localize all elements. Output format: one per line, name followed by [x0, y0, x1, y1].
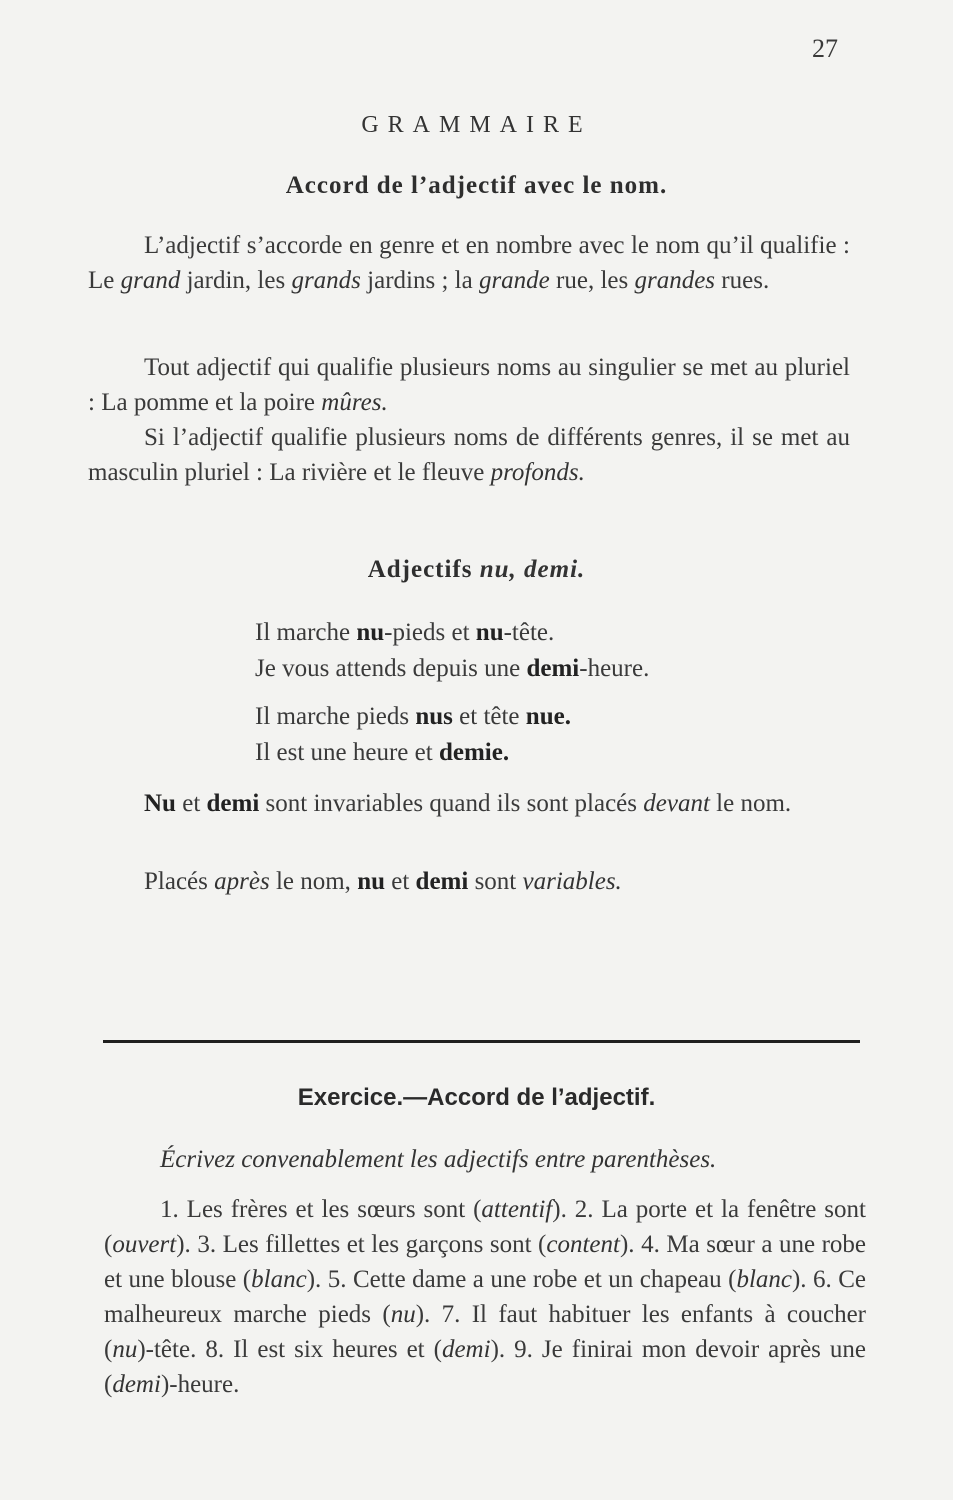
rule-paragraph-1: L’adjectif s’accorde en genre et en nombre avec le nom qu’il qualifie : Le grand jardin, les grands jardins ; la grande rue, les grandes rues.: [88, 232, 850, 294]
invariable-rule: Nu et demi sont invariables quand ils sont placés devant le nom.: [144, 790, 792, 817]
exercise-instruction: Écrivez convenablement les adjectifs entre parenthèses.: [160, 1146, 717, 1173]
exercise-title: Exercice.—Accord de l’adjectif.: [297, 1084, 656, 1111]
section-title: GRAMMAIRE: [361, 112, 592, 138]
rule-paragraph-3: Si l’adjectif qualifie plusieurs noms de différents genres, il se met au masculin pluriel : La rivière et le fleuve profonds.: [88, 424, 850, 486]
example-line: Je vous attends depuis une demi-heure.: [255, 655, 650, 682]
horizontal-divider: [103, 1040, 860, 1043]
adjectives-title: Adjectifs nu, demi.: [367, 556, 586, 583]
example-line: Il marche pieds nus et tête nue.: [255, 703, 571, 730]
example-line: Il marche nu-pieds et nu-tête.: [255, 619, 555, 646]
example-line: Il est une heure et demie.: [255, 739, 510, 766]
page-number: 27: [812, 34, 838, 63]
exercise-body: 1. Les frères et les sœurs sont (attentif). 2. La porte et la fenêtre sont (ouvert). 3. Les fillettes et les garçons sont (content). 4. Ma sœur a une robe et une blouse (blanc). 5. Cette dame a une robe et un chapeau (blanc). 6. Ce malheureux marche pieds (nu). 7. Il faut habituer les enfants à coucher (nu)-tête. 8. Il est six heures et (demi). 9. Je finirai mon devoir après une (demi)-heure.: [104, 1196, 867, 1398]
rule-paragraph-2: Tout adjectif qui qualifie plusieurs noms au singulier se met au pluriel : La pomme et la poire mûres.: [88, 354, 850, 416]
rule-title: Accord de l’adjectif avec le nom.: [285, 172, 668, 199]
variable-rule: Placés après le nom, nu et demi sont variables.: [144, 868, 622, 895]
